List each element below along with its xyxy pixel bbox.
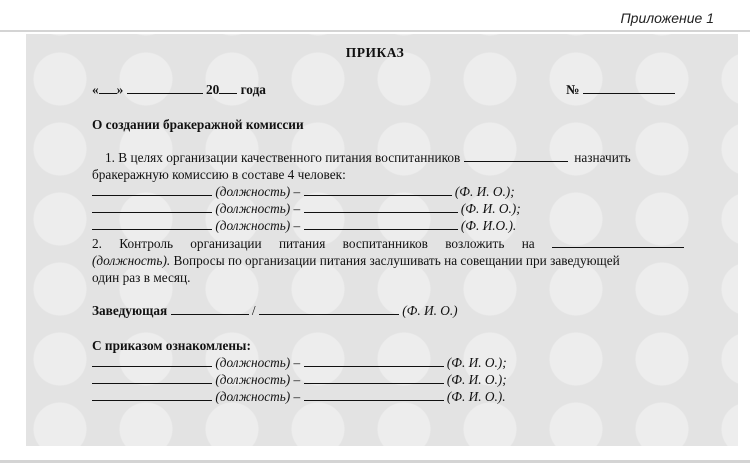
p2-line1 (92, 236, 684, 252)
p1-start: 1. В целях организации качественного питания воспитанников (105, 150, 461, 165)
number-label: № (566, 82, 580, 97)
head-label: Заведующая (92, 303, 168, 318)
p2-word: 2. (92, 236, 102, 251)
member-row (92, 218, 516, 234)
month-blank (127, 82, 203, 94)
ack-position: (должность) – (215, 372, 301, 387)
appendix-label: Приложение 1 (620, 10, 714, 26)
head-name-blank (259, 303, 399, 315)
member-row (92, 201, 521, 217)
ack-position-blank (92, 372, 212, 384)
member-position: (должность) – (215, 218, 301, 233)
ack-position-blank (92, 355, 212, 367)
ack-name: (Ф. И. О.); (446, 372, 507, 387)
member-name-blank (304, 184, 452, 196)
p1-appoint: назначить (574, 150, 631, 165)
member-name: (Ф. И.О.). (460, 218, 517, 233)
member-position-blank (92, 201, 212, 213)
head-slash: / (251, 303, 256, 318)
ack-name-blank (304, 355, 444, 367)
head-signature-blank (171, 303, 249, 315)
head-signature-line (92, 303, 458, 319)
document-title: ПРИКАЗ (345, 45, 405, 60)
member-name: (Ф. И. О.); (460, 201, 521, 216)
subject-heading: О создании бракеражной комиссии (92, 117, 304, 132)
year-prefix: 20 (205, 82, 220, 97)
member-row (92, 184, 515, 200)
p2-position: (должность). (92, 253, 171, 268)
ack-row (92, 372, 507, 388)
year-suffix: года (240, 82, 266, 97)
ack-row (92, 389, 506, 405)
member-name-blank (304, 218, 458, 230)
p2-blank (552, 236, 684, 248)
p2-line2 (92, 253, 620, 269)
number-line (566, 82, 675, 98)
member-position-blank (92, 184, 212, 196)
p2-line3: один раз в месяц. (92, 270, 191, 285)
p2-word: Контроль (119, 236, 174, 251)
member-position: (должность) – (215, 201, 301, 216)
ack-name: (Ф. И. О.); (446, 355, 507, 370)
p2-word: питания (278, 236, 326, 251)
member-position-blank (92, 218, 212, 230)
date-line (92, 82, 266, 98)
date-close-quote: » (116, 82, 124, 97)
date-open-quote: « (92, 82, 99, 97)
p1-blank (464, 150, 568, 162)
year-blank (219, 82, 237, 94)
p2-word: организации (190, 236, 262, 251)
ack-name: (Ф. И. О.). (446, 389, 506, 404)
ack-position: (должность) – (215, 355, 301, 370)
ack-name-blank (304, 389, 444, 401)
ack-position-blank (92, 389, 212, 401)
p2-word: возложить (445, 236, 505, 251)
ack-row (92, 355, 507, 371)
member-name-blank (304, 201, 458, 213)
p1-line1 (105, 150, 631, 166)
p1-line2: бракеражную комиссию в составе 4 человек: (92, 167, 346, 182)
ack-position: (должность) – (215, 389, 301, 404)
p2-word: воспитанников (342, 236, 428, 251)
ack-title: С приказом ознакомлены: (92, 338, 251, 353)
head-name: (Ф. И. О.) (402, 303, 458, 318)
day-blank (99, 82, 117, 94)
member-position: (должность) – (215, 184, 301, 199)
number-blank (583, 82, 675, 94)
ack-name-blank (304, 372, 444, 384)
p2-rest: Вопросы по организации питания заслушивать на совещании при заведующей (170, 253, 620, 268)
member-name: (Ф. И. О.); (454, 184, 515, 199)
p2-word: на (521, 236, 535, 251)
